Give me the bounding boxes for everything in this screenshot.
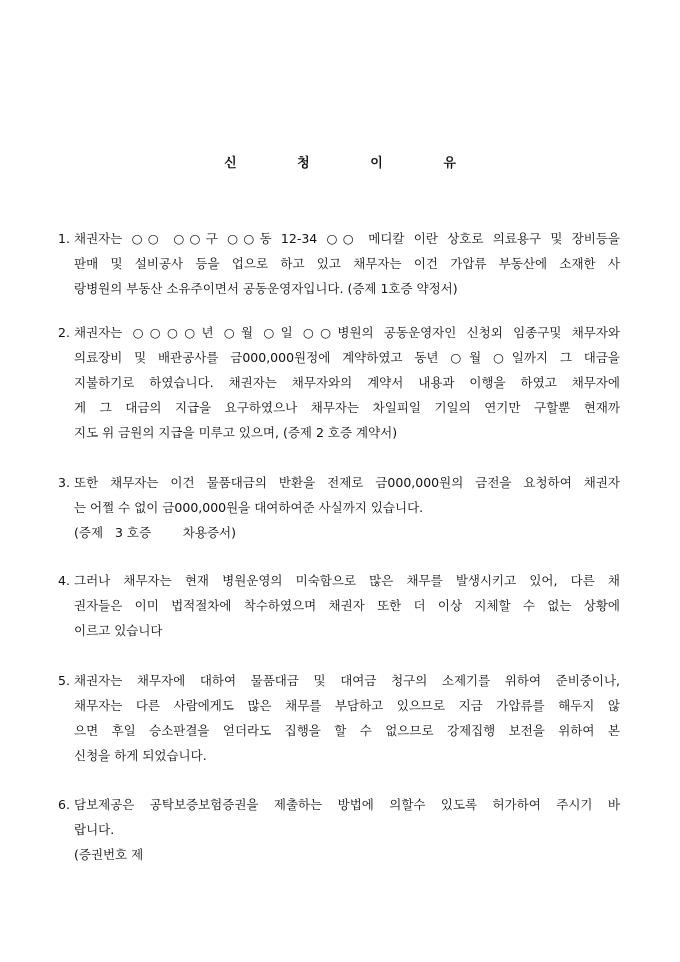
item-3-text-2: 는 어쩔 수 없이 금000,000원을 대여하여준 사실까지 있습니다. xyxy=(74,500,424,515)
item-3-line-2 xyxy=(58,495,620,520)
item-2-line-5 xyxy=(58,420,620,445)
item-6-line-2 xyxy=(58,817,620,842)
item-4-line-2 xyxy=(58,593,620,618)
item-4-line-1 xyxy=(58,568,620,593)
item-2-line-3 xyxy=(58,370,620,395)
item-6-number: 6. xyxy=(58,797,70,812)
item-1-line-1 xyxy=(58,226,620,251)
item-6-line-1 xyxy=(58,792,620,817)
item-2-text-2: 의료장비 및 배관공사를 금000,000원정에 계약하였고 동년 ○월 ○일까지 그 대금을 xyxy=(74,350,620,365)
item-3-text-3: (증제 3 호증 차용증서) xyxy=(74,525,236,540)
item-3-line-1 xyxy=(58,470,620,495)
reason-item-6 xyxy=(58,792,620,867)
item-1-text-3: 랑병원의 부동산 소유주이면서 공동운영자입니다. (증제 1호증 약정서) xyxy=(74,281,458,296)
page-title: 신 청 이 유 xyxy=(224,156,484,171)
reason-item-4 xyxy=(58,568,620,643)
item-5-number: 5. xyxy=(58,673,70,688)
item-2-line-1 xyxy=(58,320,620,345)
item-5-line-4 xyxy=(58,743,620,768)
item-5-line-2 xyxy=(58,693,620,718)
item-2-number: 2. xyxy=(58,325,70,340)
reason-item-1 xyxy=(58,226,620,301)
item-4-text-1: 그러나 채무자는 현재 병원운영의 미숙함으로 많은 채무를 발생시키고 있어, 다른 채 xyxy=(74,573,620,588)
item-5-text-4: 신청을 하게 되었습니다. xyxy=(74,748,207,763)
item-5-line-3 xyxy=(58,718,620,743)
item-2-text-3: 지불하기로 하였습니다. 채권자는 채무자와의 계약서 내용과 이행을 하였고 채무자에 xyxy=(74,375,620,390)
item-6-line-3 xyxy=(58,842,620,867)
item-4-text-3: 이르고 있습니다 xyxy=(74,623,163,638)
item-1-text-2: 판매 및 설비공사 등을 업으로 하고 있고 채무자는 이건 가압류 부동산에 소재한 사 xyxy=(74,256,620,271)
item-1-text-1: 채권자는 ○○ ○○구 ○○동 12-34 ○○ 메디칼 이란 상호로 의료용구 및 장비등을 xyxy=(74,231,620,246)
reason-item-3 xyxy=(58,470,620,545)
item-4-text-2: 권자들은 이미 법적절차에 착수하였으며 채권자 또한 더 이상 지체할 수 없는 상황에 xyxy=(74,598,620,613)
item-2-text-5: 지도 위 금원의 지급을 미루고 있으며, (증제 2 호증 계약서) xyxy=(74,425,398,440)
item-6-text-1: 담보제공은 공탁보증보험증권을 제출하는 방법에 의할수 있도록 허가하여 주시기 바 xyxy=(74,797,620,812)
item-3-line-3 xyxy=(58,520,620,545)
item-2-text-1: 채권자는 ○○○○년 ○월 ○일 ○○병원의 공동운영자인 신청외 임종구및 채무자와 xyxy=(74,325,620,340)
item-1-line-3 xyxy=(58,276,620,301)
item-5-text-1: 채권자는 채무자에 대하여 물품대금 및 대여금 청구의 소제기를 위하여 준비중이나, xyxy=(74,673,620,688)
item-1-line-2 xyxy=(58,251,620,276)
item-5-text-3: 으면 후일 승소판결을 얻더라도 집행을 할 수 없으므로 강제집행 보전을 위하여 본 xyxy=(74,723,620,738)
item-5-text-2: 채무자는 다른 사람에게도 많은 채무를 부담하고 있으므로 지금 가압류를 해두지 않 xyxy=(74,698,620,713)
reason-item-2 xyxy=(58,320,620,445)
item-2-line-2 xyxy=(58,345,620,370)
reason-item-5 xyxy=(58,668,620,768)
item-4-number: 4. xyxy=(58,573,70,588)
item-2-text-4: 게 그 대금의 지급을 요구하였으나 채무자는 차일피일 기일의 연기만 구할뿐 현재까 xyxy=(74,400,620,415)
item-3-number: 3. xyxy=(58,475,70,490)
item-4-line-3 xyxy=(58,618,620,643)
item-2-line-4 xyxy=(58,395,620,420)
item-5-line-1 xyxy=(58,668,620,693)
item-1-number: 1. xyxy=(58,231,70,246)
item-6-text-2: 랍니다. xyxy=(74,822,115,837)
item-6-text-3: (증권번호 제 xyxy=(74,847,144,862)
item-3-text-1: 또한 채무자는 이건 물품대금의 반환을 전제로 금000,000원의 금전을 요청하여 채권자 xyxy=(74,475,620,490)
